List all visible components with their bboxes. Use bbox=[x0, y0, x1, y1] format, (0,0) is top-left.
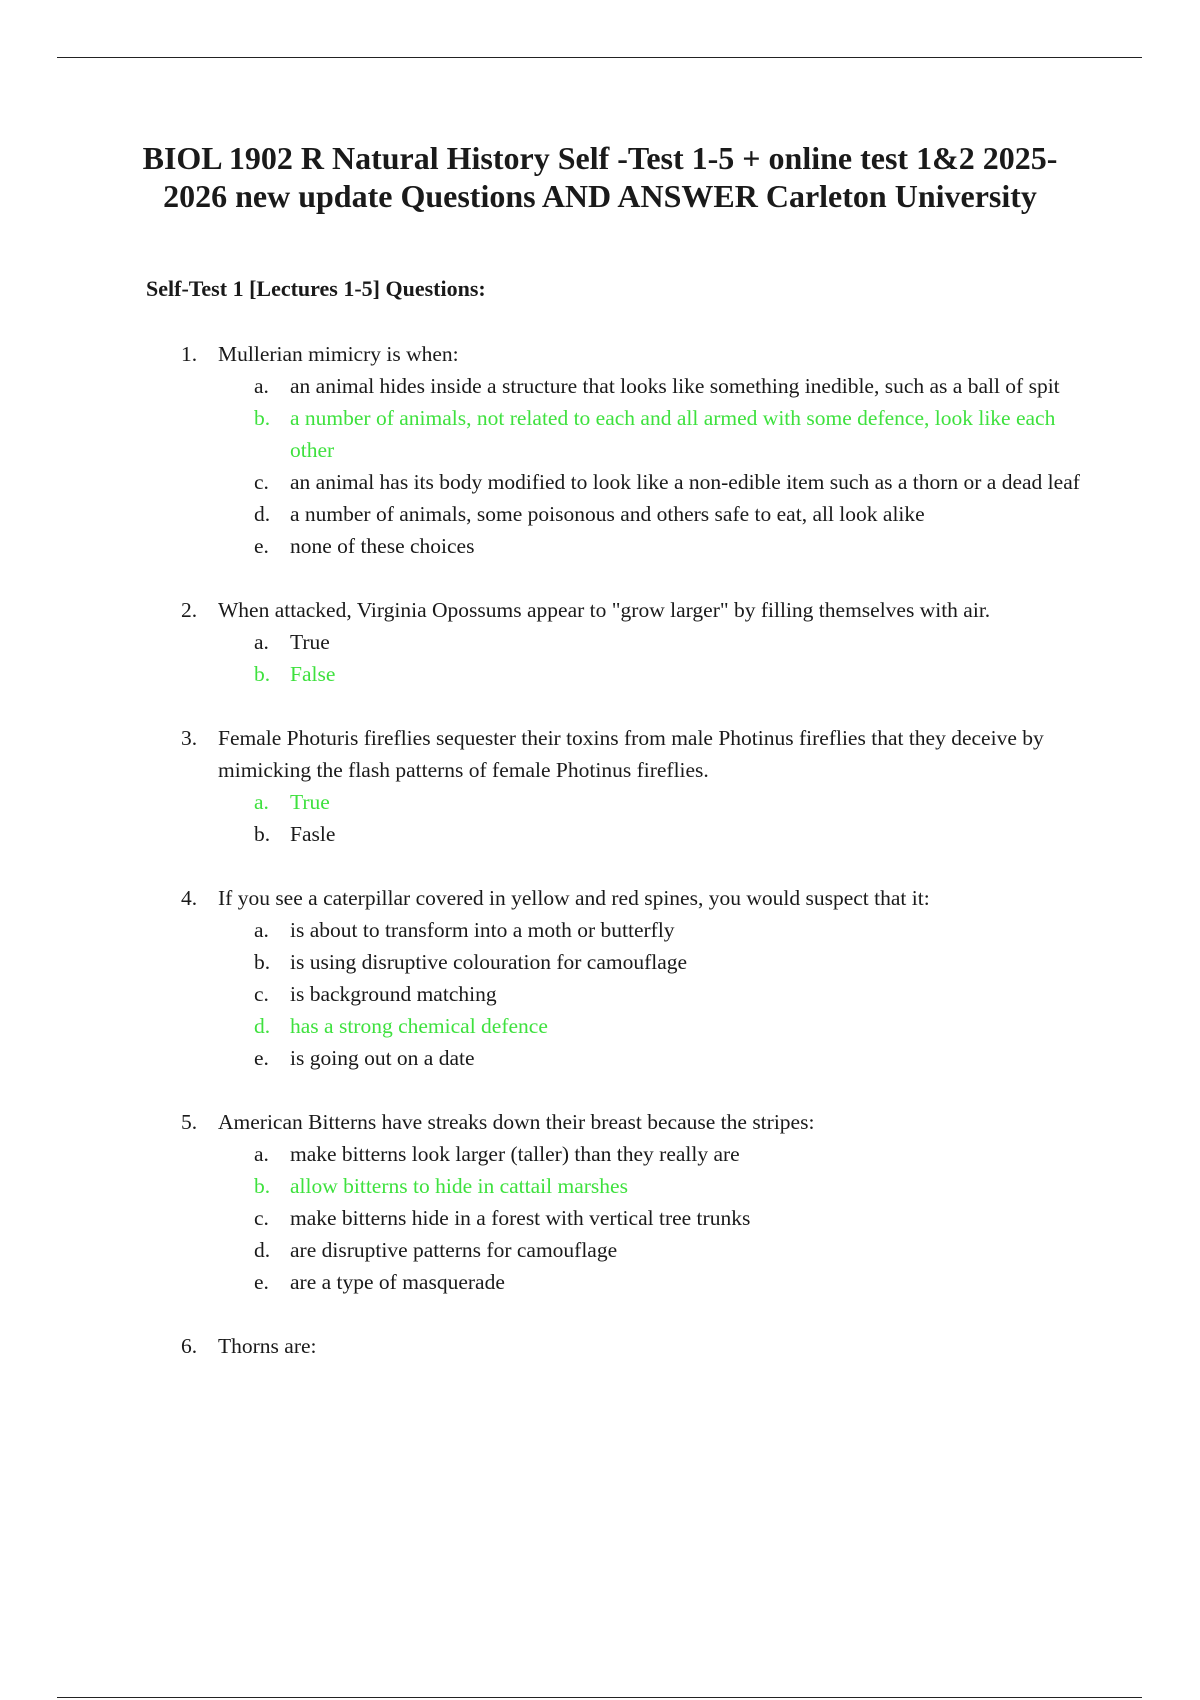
answer-option bbox=[0, 818, 1200, 850]
answer-option bbox=[0, 530, 1200, 562]
option-letter: e. bbox=[254, 534, 269, 558]
question-6 bbox=[0, 1330, 1200, 1362]
option-text: make bitterns hide in a forest with vertical tree trunks bbox=[290, 1206, 751, 1230]
answer-option bbox=[0, 370, 1200, 402]
option-text: False bbox=[290, 662, 336, 686]
option-letter: b. bbox=[254, 662, 271, 686]
correct-answer-option bbox=[0, 1010, 1200, 1042]
option-letter: a. bbox=[254, 630, 269, 654]
question-text: When attacked, Virginia Opossums appear to "grow larger" by filling themselves with air. bbox=[218, 598, 991, 622]
answer-options bbox=[0, 914, 1200, 1074]
question-list bbox=[0, 338, 1200, 1394]
bottom-rule bbox=[57, 1697, 1142, 1698]
option-letter: d. bbox=[254, 1238, 271, 1262]
option-text: an animal hides inside a structure that looks like something inedible, such as a ball of spit bbox=[290, 374, 1060, 398]
option-text: is about to transform into a moth or butterfly bbox=[290, 918, 675, 942]
section-heading: Self-Test 1 [Lectures 1-5] Questions: bbox=[146, 276, 486, 301]
option-letter: a. bbox=[254, 790, 269, 814]
answer-option bbox=[0, 466, 1200, 498]
option-letter: b. bbox=[254, 406, 271, 430]
answer-option bbox=[0, 498, 1200, 530]
option-text: True bbox=[290, 790, 330, 814]
question-text: Female Photuris fireflies sequester their toxins from male Photinus fireflies that they deceive by mimicking the flash patterns of female Photinus fireflies. bbox=[218, 726, 1044, 782]
question-4 bbox=[0, 882, 1200, 1074]
option-text: is going out on a date bbox=[290, 1046, 475, 1070]
answer-options bbox=[0, 1138, 1200, 1298]
question-number: 1. bbox=[181, 342, 198, 366]
correct-answer-option bbox=[0, 786, 1200, 818]
option-letter: b. bbox=[254, 950, 271, 974]
option-letter: d. bbox=[254, 502, 271, 526]
top-rule bbox=[57, 57, 1142, 58]
option-text: none of these choices bbox=[290, 534, 475, 558]
answer-option bbox=[0, 1266, 1200, 1298]
document-title: BIOL 1902 R Natural History Self -Test 1-5 + online test 1&2 2025-2026 new update Questions AND ANSWER Carleton University bbox=[142, 140, 1058, 214]
answer-option bbox=[0, 1042, 1200, 1074]
answer-option bbox=[0, 626, 1200, 658]
option-text: are disruptive patterns for camouflage bbox=[290, 1238, 618, 1262]
answer-options bbox=[0, 370, 1200, 562]
option-letter: e. bbox=[254, 1046, 269, 1070]
answer-option bbox=[0, 946, 1200, 978]
question-number: 2. bbox=[181, 598, 198, 622]
question-text: Mullerian mimicry is when: bbox=[218, 342, 459, 366]
question-1 bbox=[0, 338, 1200, 562]
option-letter: c. bbox=[254, 982, 269, 1006]
option-text: a number of animals, some poisonous and others safe to eat, all look alike bbox=[290, 502, 925, 526]
option-text: has a strong chemical defence bbox=[290, 1014, 548, 1038]
option-text: is background matching bbox=[290, 982, 497, 1006]
option-text: an animal has its body modified to look like a non-edible item such as a thorn or a dead leaf bbox=[290, 470, 1080, 494]
option-text: allow bitterns to hide in cattail marshes bbox=[290, 1174, 628, 1198]
answer-option bbox=[0, 978, 1200, 1010]
option-letter: b. bbox=[254, 822, 271, 846]
question-text: If you see a caterpillar covered in yellow and red spines, you would suspect that it: bbox=[218, 886, 930, 910]
answer-option bbox=[0, 914, 1200, 946]
option-text: are a type of masquerade bbox=[290, 1270, 505, 1294]
option-letter: a. bbox=[254, 374, 269, 398]
option-text: is using disruptive colouration for camouflage bbox=[290, 950, 688, 974]
question-number: 3. bbox=[181, 726, 198, 750]
question-3 bbox=[0, 722, 1200, 850]
question-number: 4. bbox=[181, 886, 198, 910]
option-letter: c. bbox=[254, 470, 269, 494]
option-letter: a. bbox=[254, 918, 269, 942]
option-text: a number of animals, not related to each and all armed with some defence, look like each other bbox=[290, 406, 1056, 462]
option-text: make bitterns look larger (taller) than they really are bbox=[290, 1142, 740, 1166]
option-letter: b. bbox=[254, 1174, 271, 1198]
answer-option bbox=[0, 1138, 1200, 1170]
option-text: True bbox=[290, 630, 330, 654]
answer-option bbox=[0, 1234, 1200, 1266]
option-letter: c. bbox=[254, 1206, 269, 1230]
correct-answer-option bbox=[0, 402, 1200, 466]
option-letter: d. bbox=[254, 1014, 271, 1038]
option-letter: a. bbox=[254, 1142, 269, 1166]
option-letter: e. bbox=[254, 1270, 269, 1294]
correct-answer-option bbox=[0, 658, 1200, 690]
option-text: Fasle bbox=[290, 822, 336, 846]
correct-answer-option bbox=[0, 1170, 1200, 1202]
question-text: Thorns are: bbox=[218, 1334, 317, 1358]
answer-option bbox=[0, 1202, 1200, 1234]
answer-options bbox=[0, 786, 1200, 850]
question-number: 6. bbox=[181, 1334, 198, 1358]
question-2 bbox=[0, 594, 1200, 690]
answer-options bbox=[0, 626, 1200, 690]
question-text: American Bitterns have streaks down their breast because the stripes: bbox=[218, 1110, 815, 1134]
question-5 bbox=[0, 1106, 1200, 1298]
question-number: 5. bbox=[181, 1110, 198, 1134]
